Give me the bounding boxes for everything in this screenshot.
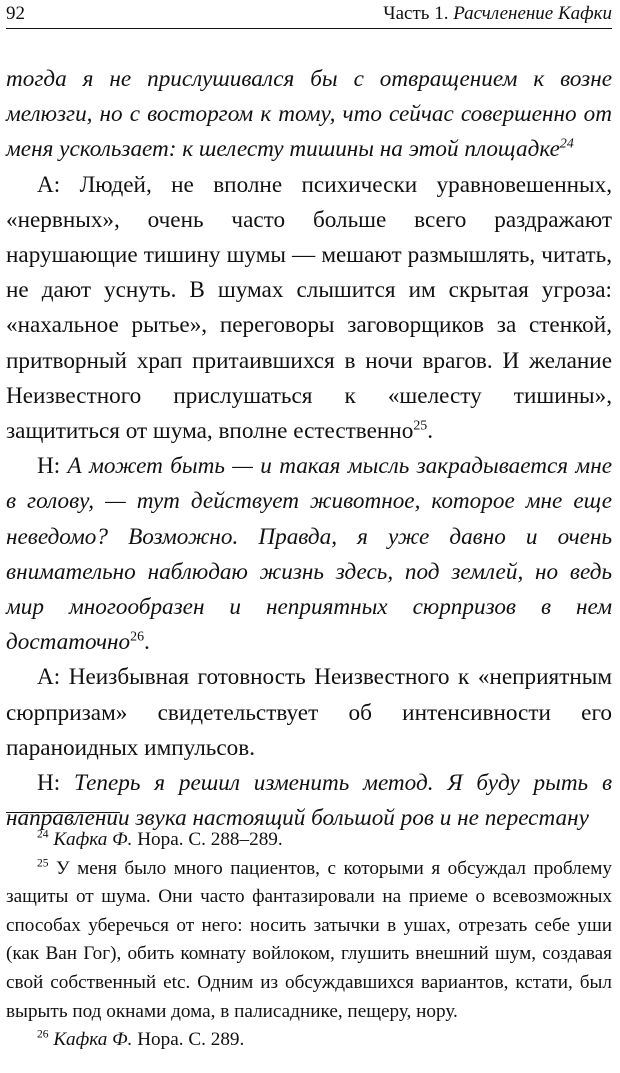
footnote-ref: 24	[559, 136, 574, 152]
footnote-number: 24	[37, 828, 49, 841]
paragraph-commentary	[6, 660, 612, 766]
footnote-text: У меня было много пациентов, с которыми я обсуждал проблему защиты от шума. Они часто фантазировали на приеме о всевозможных способах уберечься от него: носить затычки в ушах, отрезать себе уши (как Ван Гог), обить комнату войлоком, глушить внешний шум, создавая свой собственный etc. Одним из обсуждавшихся вариантов, кстати, был вырыть под окнами дома, в палисаднике, пещеру, нору.	[6, 857, 613, 1022]
paragraph-text: тогда я не прислушивался бы с отвращением к возне мелюзги, но с восторгом к тому, что сейчас совершенно от меня ускользает: к шелесту тишины на этой площадке	[6, 66, 612, 163]
footnote-divider	[6, 812, 120, 813]
paragraph-text: А может быть — и такая мысль закрадывается мне в голову, — тут действует животное, которое мне еще неведомо? Возможно. Правда, я уже давно и очень внимательно наблюдаю жизнь здесь, под землей, но ведь мир многообразен и неприятных сюрпризов в нем достаточно	[6, 453, 612, 656]
footnote-number: 25	[37, 857, 49, 870]
footnote	[6, 1026, 612, 1055]
running-title	[383, 0, 612, 28]
footnote-text: Нора. С. 288–289.	[137, 829, 283, 850]
speaker-label: Н:	[37, 770, 61, 797]
paragraph-commentary: А: Людей, не вполне психически уравновешенных, «нервных», очень часто больше всего раздражают нарушающие тишину шумы — мешают размышлять, читать, не дают уснуть. В шумах слышится им скрытая угроза: «нахальное рытье», переговоры заговорщиков за стенкой, притворный храп притаившихся в ночи врагов. И желание Неизвестного прислушаться к «шелесту тишины», защититься от шума, вполне естественно$^{25}$.	[6, 171, 612, 445]
part-label: Часть 1.	[383, 3, 449, 24]
paragraph-quote: Н: А может быть — и такая мысль закрадывается мне в голову, — тут действует животное, которое мне еще неведомо? Возможно. Правда, я уже давно и очень внимательно наблюдаю жизнь здесь, под землей, но ведь мир многообразен и неприятных сюрпризов в нем достаточно$^{26}$.	[6, 453, 612, 656]
footnote-number: 26	[37, 1028, 49, 1041]
paragraph-text: А: Людей, не вполне психически уравновешенных, «нервных», очень часто больше всего раздражают нарушающие тишину шумы — мешают размышлять, читать, не дают уснуть. В шумах слышится им скрытая угроза: «нахальное рытье», переговоры заговорщиков за стенкой, притворный храп притаившихся в ночи врагов. И желание Неизвестного прислушаться к «шелесту тишины», защититься от шума, вполне естественно	[6, 171, 612, 445]
paragraph-text: А: Неизбывная готовность Неизвестного к «неприятным сюрпризам» свидетельствует об интенсивности его параноидных импульсов.	[6, 664, 612, 761]
footnote-author: Кафка Ф.	[53, 1029, 133, 1051]
part-title: Расчленение Кафки	[453, 3, 612, 24]
footnote	[6, 826, 612, 855]
page-number: 92	[6, 3, 25, 24]
footnotes	[6, 826, 612, 1055]
running-header	[6, 0, 612, 29]
speaker-label: Н:	[37, 453, 61, 480]
footnote-ref: 25	[413, 418, 428, 434]
footnote-text: Нора. С. 289.	[137, 1029, 245, 1051]
footnote	[6, 855, 612, 1027]
main-text	[6, 62, 612, 836]
footnote-ref: 26	[130, 629, 145, 645]
paragraph-text: Теперь я решил изменить метод. Я буду рыть в направлении звука настоящий большой ров и не перестану	[6, 770, 613, 832]
paragraph-quote-continuation	[6, 62, 612, 168]
footnote-author: Кафка Ф.	[53, 829, 133, 850]
